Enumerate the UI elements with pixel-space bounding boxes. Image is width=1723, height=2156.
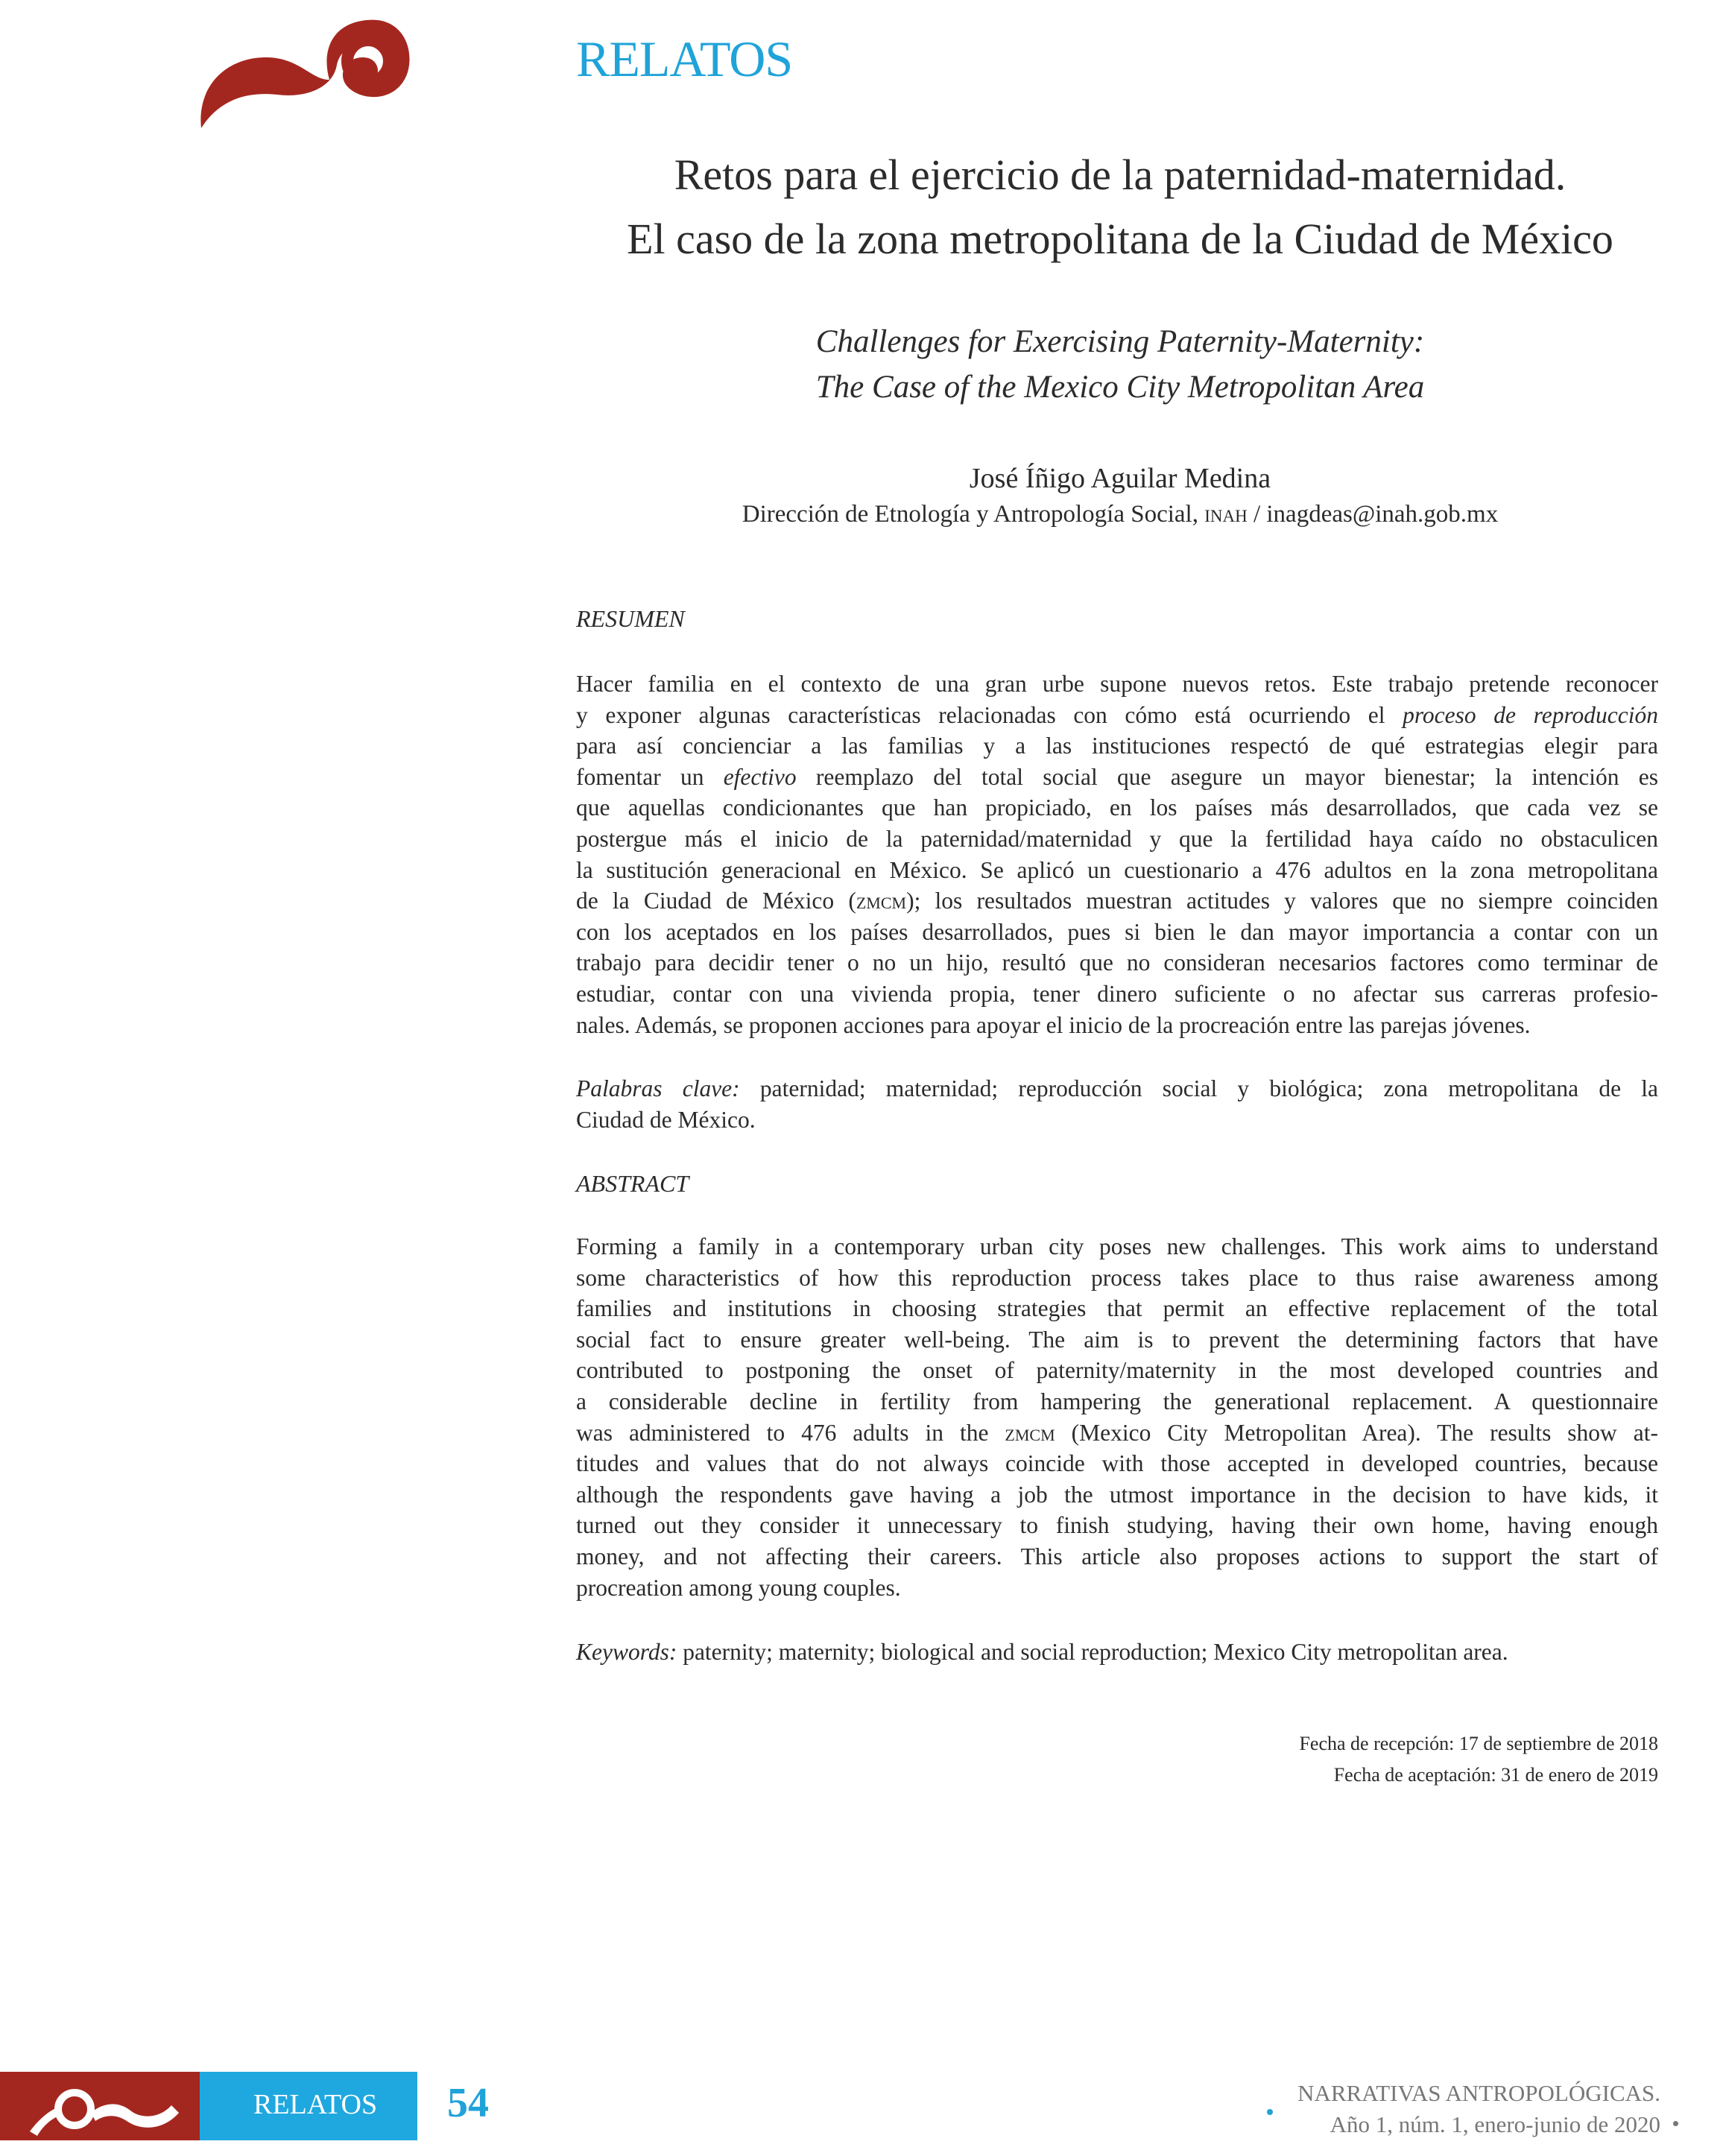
- abstract-line: Forming a family in a contemporary urban city poses new challenges. This work aims to understand: [576, 1233, 1658, 1259]
- page-number: 54: [447, 2080, 489, 2126]
- abstract-line: procreation among young couples.: [576, 1574, 901, 1601]
- keywords-text: paternidad; maternidad; reproducción social y biológica; zona metropolitana de la: [759, 1075, 1659, 1101]
- resumen-line: que aquellas condicionantes que han propiciado, en los países más desarrollados, que cada vez se: [576, 794, 1658, 821]
- subtitle-line-1: Challenges for Exercising Paternity-Maternity:: [815, 324, 1425, 359]
- author-name: José Íñigo Aguilar Medina: [969, 463, 1271, 494]
- resumen-heading: RESUMEN: [576, 605, 685, 632]
- title-line-2: El caso de la zona metropolitana de la Ciudad de México: [627, 215, 1613, 263]
- abstract-heading: ABSTRACT: [576, 1170, 689, 1197]
- journal-logo-icon: [195, 16, 411, 136]
- abstract-line: money, and not affecting their careers. This article also proposes actions to support the start of: [576, 1543, 1658, 1569]
- footer-dot-icon: [1673, 2121, 1678, 2126]
- received-date: Fecha de recepción: 17 de septiembre de 2018: [1299, 1733, 1658, 1754]
- abstract-line: social fact to ensure greater well-being. The aim is to prevent the determining factors that have: [576, 1326, 1658, 1353]
- footer-logo: [0, 2072, 200, 2140]
- inline-emphasis: efectivo: [723, 763, 797, 790]
- resumen-line: nales. Además, se proponen acciones para apoyar el inicio de la procreación entre las parejas jóvenes.: [576, 1011, 1531, 1038]
- abstract-line: turned out they consider it unnecessary to finish studying, having their own home, having enough: [576, 1512, 1658, 1539]
- section-label: RELATOS: [576, 31, 793, 87]
- journal-issue: Año 1, núm. 1, enero-junio de 2020: [1330, 2111, 1660, 2137]
- article-subtitle: [576, 319, 1664, 410]
- keywords-line: [576, 1637, 1658, 1668]
- affiliation-email: / inagdeas@inah.gob.mx: [1253, 501, 1499, 528]
- footer-section-label: RELATOS: [253, 2089, 378, 2120]
- keywords-text: paternity; maternity; biological and social reproduction; Mexico City metropolitan area.: [683, 1639, 1508, 1665]
- resumen-line: para así concienciar a las familias y a las instituciones respectó de qué estrategias elegir para: [576, 733, 1658, 759]
- keywords-line: [576, 1073, 1658, 1104]
- resumen-line: estudiar, contar con una vivienda propia, tener dinero suficiente o no afectar sus carreras profesio-: [576, 980, 1658, 1007]
- footer-dot-icon: [1267, 2109, 1273, 2115]
- inline-emphasis: zmcm: [1005, 1419, 1055, 1446]
- resumen-line: postergue más el inicio de la paternidad/maternidad y que la fertilidad haya caído no obstaculicen: [576, 825, 1658, 852]
- author-affiliation: [576, 501, 1664, 528]
- resumen-line: de la Ciudad de México (zmcm); los resultados muestran actitudes y valores que no siempre coinciden: [576, 888, 1658, 914]
- abstract-body: [576, 1231, 1658, 1603]
- resumen-line: fomentar un efectivo reemplazo del total social que asegure un mayor bienestar; la intención es: [576, 763, 1658, 790]
- affiliation-text: Dirección de Etnología y Antropología Social,: [742, 501, 1198, 528]
- resumen-line: la sustitución generacional en México. Se aplicó un cuestionario a 476 adultos en la zona metropolitana: [576, 856, 1658, 883]
- abstract-line: although the respondents gave having a job the utmost importance in the decision to have kids, it: [576, 1481, 1658, 1508]
- journal-info: [1297, 2078, 1660, 2140]
- title-line-1: Retos para el ejercicio de la paternidad-maternidad.: [674, 151, 1566, 199]
- inline-emphasis: proceso de reproducción: [1403, 701, 1658, 728]
- abstract-line: families and institutions in choosing strategies that permit an effective replacement of the total: [576, 1295, 1658, 1322]
- abstract-keywords: [576, 1637, 1658, 1668]
- article-dates: [1299, 1728, 1658, 1791]
- keywords-label: Keywords:: [576, 1639, 677, 1665]
- abstract-line: some characteristics of how this reproduction process takes place to thus raise awareness among: [576, 1264, 1658, 1291]
- abstract-line: a considerable decline in fertility from hampering the generational replacement. A questionnaire: [576, 1388, 1658, 1414]
- resumen-line: con los aceptados en los países desarrollados, pues si bien le dan mayor importancia a contar con un: [576, 918, 1658, 945]
- abstract-line: contributed to postponing the onset of paternity/maternity in the most developed countries and: [576, 1357, 1658, 1384]
- keywords-label: Palabras clave:: [576, 1075, 740, 1101]
- subtitle-line-2: The Case of the Mexico City Metropolitan Area: [815, 370, 1425, 405]
- resumen-line: trabajo para decidir tener o no un hijo, resultó que no consideran necesarios factores como terminar de: [576, 949, 1658, 976]
- resumen-line: y exponer algunas características relacionadas con cómo está ocurriendo el proceso de reproducción: [576, 701, 1658, 728]
- resumen-body: [576, 668, 1658, 1040]
- keywords-line: Ciudad de México.: [576, 1106, 756, 1133]
- accepted-date: Fecha de aceptación: 31 de enero de 2019: [1333, 1764, 1658, 1786]
- inline-emphasis: zmcm: [856, 888, 907, 914]
- abstract-line: was administered to 476 adults in the zmcm (Mexico City Metropolitan Area). The results show at-: [576, 1419, 1658, 1446]
- footer-logo-icon: [0, 2072, 200, 2140]
- journal-name: NARRATIVAS ANTROPOLÓGICAS.: [1297, 2080, 1660, 2106]
- article-title: [576, 143, 1664, 271]
- resumen-keywords: [576, 1073, 1658, 1135]
- abstract-line: titudes and values that do not always coincide with those accepted in developed countries, because: [576, 1450, 1658, 1477]
- affiliation-institution: inah: [1204, 501, 1248, 528]
- resumen-line: Hacer familia en el contexto de una gran urbe supone nuevos retos. Este trabajo pretende reconocer: [576, 671, 1658, 697]
